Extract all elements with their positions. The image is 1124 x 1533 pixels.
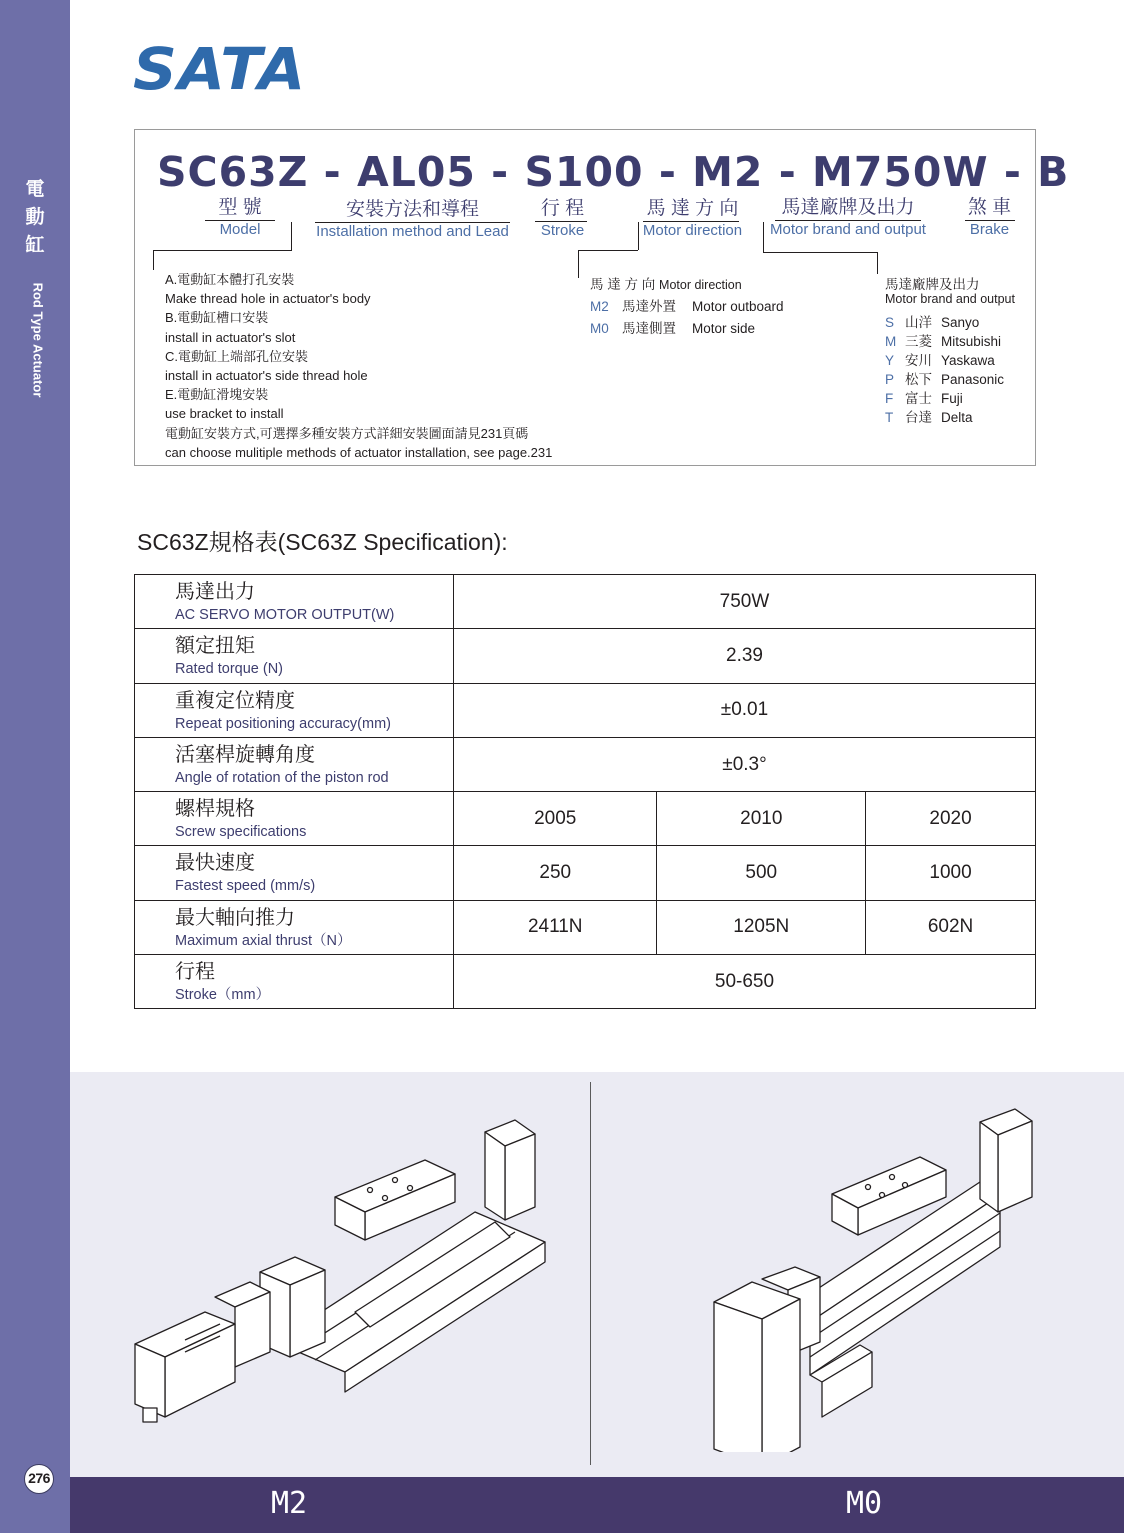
segment-brake: 煞 車 Brake — [967, 197, 1012, 238]
table-row: 最大軸向推力 Maximum axial thrust（N） 2411N 1205N 602N — [135, 900, 1036, 954]
table-row: 馬達出力 AC SERVO MOTOR OUTPUT(W) 750W — [135, 575, 1036, 629]
spec-heading: SC63Z規格表(SC63Z Specification): — [137, 529, 508, 555]
table-row: 額定扭矩 Rated torque (N) 2.39 — [135, 629, 1036, 683]
motor-brand-options: 馬達廠牌及出力 Motor brand and output S 山洋 Sanyo M 三菱 Mitsubishi Y 安川 Yaskawa P 松下 Panasonic F 富士 Fuji T 台達 Delta — [885, 277, 1015, 425]
segment-motor-brand: 馬達廠牌及出力 Motor brand and output — [770, 197, 926, 238]
spec-table — [134, 574, 1036, 1009]
drawing-divider — [590, 1082, 591, 1465]
bottom-bar — [70, 1477, 1124, 1533]
table-row: 活塞桿旋轉角度 Angle of rotation of the piston rod ±0.3° — [135, 737, 1036, 791]
brand-option: T 台達 Delta — [885, 410, 973, 425]
segment-motor-direction: 馬 達 方 向 Motor direction — [642, 198, 743, 239]
sidebar-title-en: Rod Type Actuator — [30, 282, 46, 398]
motor-direction-options: 馬 達 方 向 Motor direction M2 馬達外置 Motor outboard M0 馬達側置 Motor side — [590, 273, 784, 339]
sidebar-title-cn: 電 動 缸 — [25, 178, 45, 256]
table-row: 行程 Stroke（mm） 50-650 — [135, 955, 1036, 1009]
direction-option-m2: M2 馬達外置 Motor outboard — [590, 299, 784, 314]
label-m0: M0 — [846, 1486, 883, 1521]
sidebar — [0, 0, 70, 1533]
label-m2: M2 — [271, 1486, 308, 1521]
table-row: 最快速度 Fastest speed (mm/s) 250 500 1000 — [135, 846, 1036, 900]
model-code-box — [134, 129, 1070, 466]
table-row: 螺桿規格 Screw specifications 2005 2010 2020 — [135, 792, 1036, 846]
segment-model: 型 號 Model — [218, 197, 262, 238]
brand-option: S 山洋 Sanyo — [885, 315, 980, 330]
segment-installation: 安裝方法和導程 Installation method and Lead — [316, 199, 509, 240]
direction-option-m0: M0 馬達側置 Motor side — [590, 321, 756, 336]
drawing-area — [70, 1072, 1124, 1477]
brand-option: Y 安川 Yaskawa — [885, 353, 995, 368]
installation-methods: A.電動缸本體打孔安裝 Make thread hole in actuator's body B.電動缸槽口安裝 install in actuator's slot C.電動缸上端部孔位安裝 install in actuator's side thread hole E.電動缸滑塊安裝 use bracket to install 電動缸安裝方式,可選擇多種安裝方式詳細安裝圖面請見231頁碼 can choose mulitiple methods of actuator installation, see page.231 — [165, 272, 553, 460]
page-number: 276 — [24, 1464, 54, 1494]
brand-option: M 三菱 Mitsubishi — [885, 334, 1002, 349]
brand-option: F 富士 Fuji — [885, 391, 963, 406]
sata-logo: SATA — [133, 35, 307, 103]
table-row: 重複定位精度 Repeat positioning accuracy(mm) ±0.01 — [135, 683, 1036, 737]
brand-option: P 松下 Panasonic — [885, 372, 1005, 387]
actuator-m2-drawing — [125, 1112, 605, 1452]
model-code: SC63Z - AL05 - S100 - M2 - M750W - B — [157, 148, 1070, 196]
segment-stroke: 行 程 Stroke — [540, 198, 585, 239]
actuator-m0-drawing — [700, 1107, 1050, 1452]
